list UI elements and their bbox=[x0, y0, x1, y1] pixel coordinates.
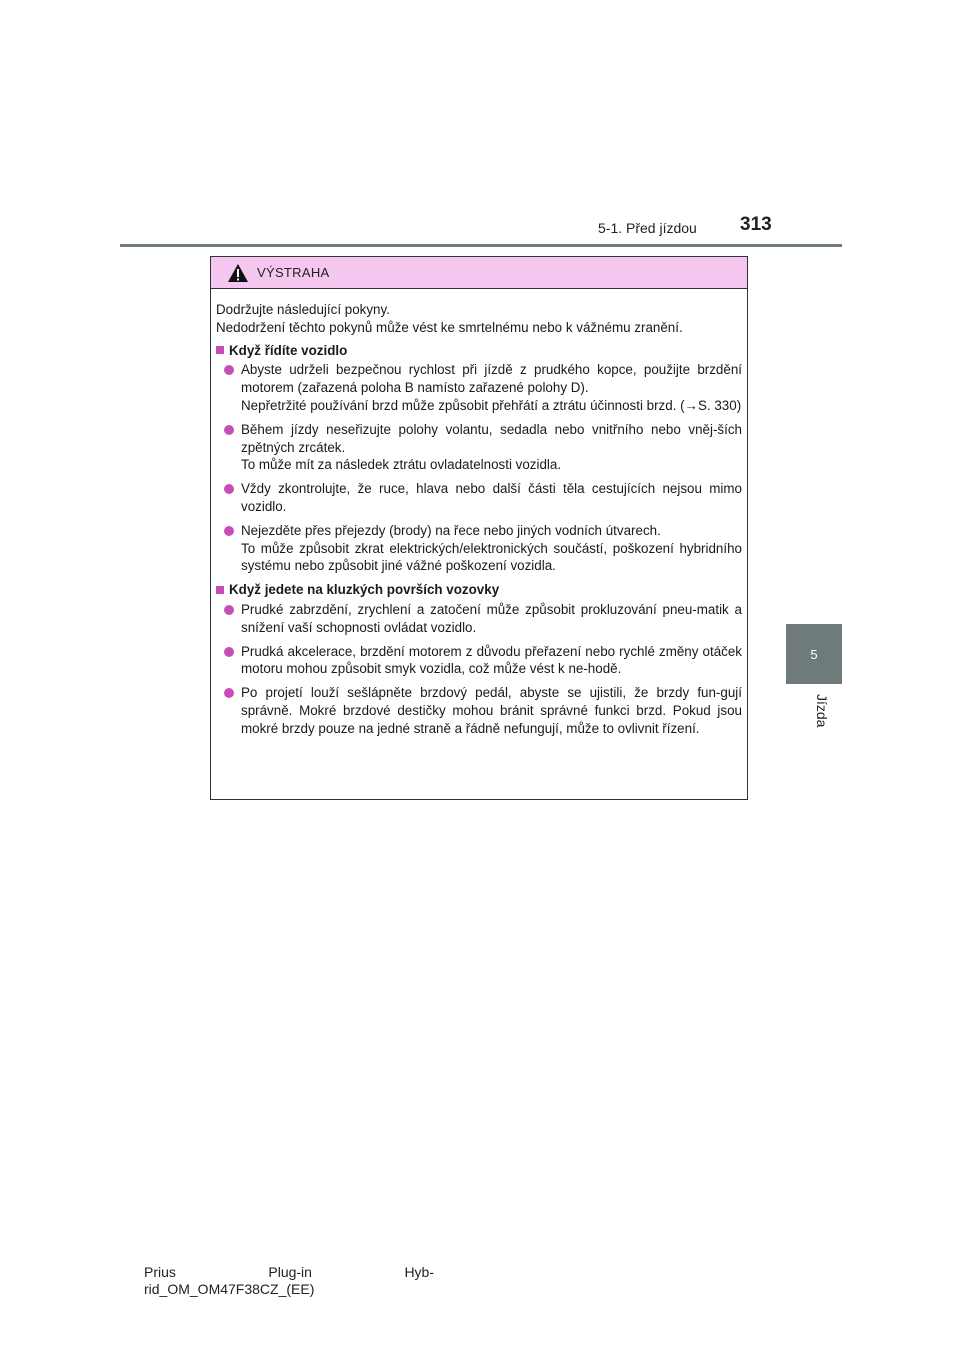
warning-title: VÝSTRAHA bbox=[257, 265, 330, 280]
circle-bullet-icon bbox=[224, 484, 234, 494]
list-item bbox=[224, 522, 742, 575]
section-driving bbox=[216, 342, 742, 576]
chapter-label: Jízda bbox=[814, 694, 830, 728]
circle-bullet-icon bbox=[224, 605, 234, 615]
circle-bullet-icon bbox=[224, 688, 234, 698]
item-text: Prudké zabrzdění, zrychlení a zatočení může způsobit prokluzování pneu-matik a snížení vaší schopnosti ovládat vozidlo. bbox=[241, 601, 742, 635]
circle-bullet-icon bbox=[224, 526, 234, 536]
footer bbox=[144, 1264, 434, 1298]
intro-line: Dodržujte následující pokyny. bbox=[216, 302, 390, 317]
section-slippery bbox=[216, 581, 742, 737]
circle-bullet-icon bbox=[224, 425, 234, 435]
chapter-tab bbox=[786, 624, 842, 684]
item-text: Nejezděte přes přejezdy (brody) na řece nebo jiných vodních útvarech. bbox=[241, 522, 661, 538]
circle-bullet-icon bbox=[224, 365, 234, 375]
item-text: To může mít za následek ztrátu ovladatelnosti vozidla. bbox=[241, 457, 562, 473]
square-bullet-icon bbox=[216, 346, 224, 354]
page-number: 313 bbox=[740, 214, 772, 235]
list-item bbox=[224, 480, 742, 516]
header-rule bbox=[120, 244, 842, 247]
item-text: Vždy zkontrolujte, že ruce, hlava nebo další části těla cestujících nejsou mimo vozidlo. bbox=[241, 481, 742, 514]
warning-header bbox=[211, 257, 747, 289]
warning-box bbox=[210, 256, 748, 800]
list-item bbox=[224, 643, 742, 679]
section-title: 5-1. Před jízdou bbox=[598, 220, 697, 236]
warning-triangle-icon bbox=[227, 263, 249, 283]
section-heading bbox=[216, 342, 742, 360]
section-heading-text: Když jedete na kluzkých površích vozovky bbox=[229, 582, 500, 598]
footer-text: Prius bbox=[144, 1264, 176, 1280]
item-text: To může způsobit zkrat elektrických/elektronických součástí, poškození hybridního systému nebo způsobit jiné vážné poškození vozidla. bbox=[241, 540, 742, 574]
circle-bullet-icon bbox=[224, 647, 234, 657]
item-text: Abyste udrželi bezpečnou rychlost při jízdě z prudkého kopce, použijte brzdění motorem (zařazená poloha B namísto zařazené polohy D). bbox=[241, 362, 742, 396]
item-text: Po projetí louží sešlápněte brzdový pedál, abyste se ujistili, že brzdy fun-gují správně. Mokré brzdové destičky mohou bránit správné funkci brzd. Pokud jsou mokré brzdy pouze na jedné straně a řádně nefungují, může to ovlivnit řízení. bbox=[241, 685, 742, 736]
item-text: Prudká akcelerace, brzdění motorem z důvodu přeřazení nebo rychlé změny otáček motoru mohou způsobit smyk vozidla, což může vést k ne-hodě. bbox=[241, 643, 742, 677]
item-text: Nepřetržité používání brzd může způsobit přehřátí a ztrátu účinnosti brzd. (→S. 330) bbox=[241, 397, 742, 413]
intro-line: Nedodržení těchto pokynů může vést ke smrtelnému nebo k vážnému zranění. bbox=[216, 319, 683, 335]
warning-body bbox=[211, 289, 747, 738]
footer-text: Plug-in bbox=[268, 1264, 312, 1280]
list-item bbox=[224, 361, 742, 414]
chapter-number: 5 bbox=[810, 646, 818, 662]
footer-text: Hyb- bbox=[404, 1264, 434, 1280]
list-item bbox=[224, 684, 742, 737]
item-text: Během jízdy neseřizujte polohy volantu, sedadla nebo vnitřního nebo vněj-ších zpětných zrcátek. bbox=[241, 421, 742, 455]
section-heading-text: Když řídíte vozidlo bbox=[229, 342, 348, 358]
section-heading bbox=[216, 581, 742, 599]
list-item bbox=[224, 421, 742, 474]
footer-text: rid_OM_OM47F38CZ_(EE) bbox=[144, 1281, 315, 1297]
list-item bbox=[224, 601, 742, 637]
square-bullet-icon bbox=[216, 586, 224, 594]
warning-intro bbox=[216, 301, 742, 337]
